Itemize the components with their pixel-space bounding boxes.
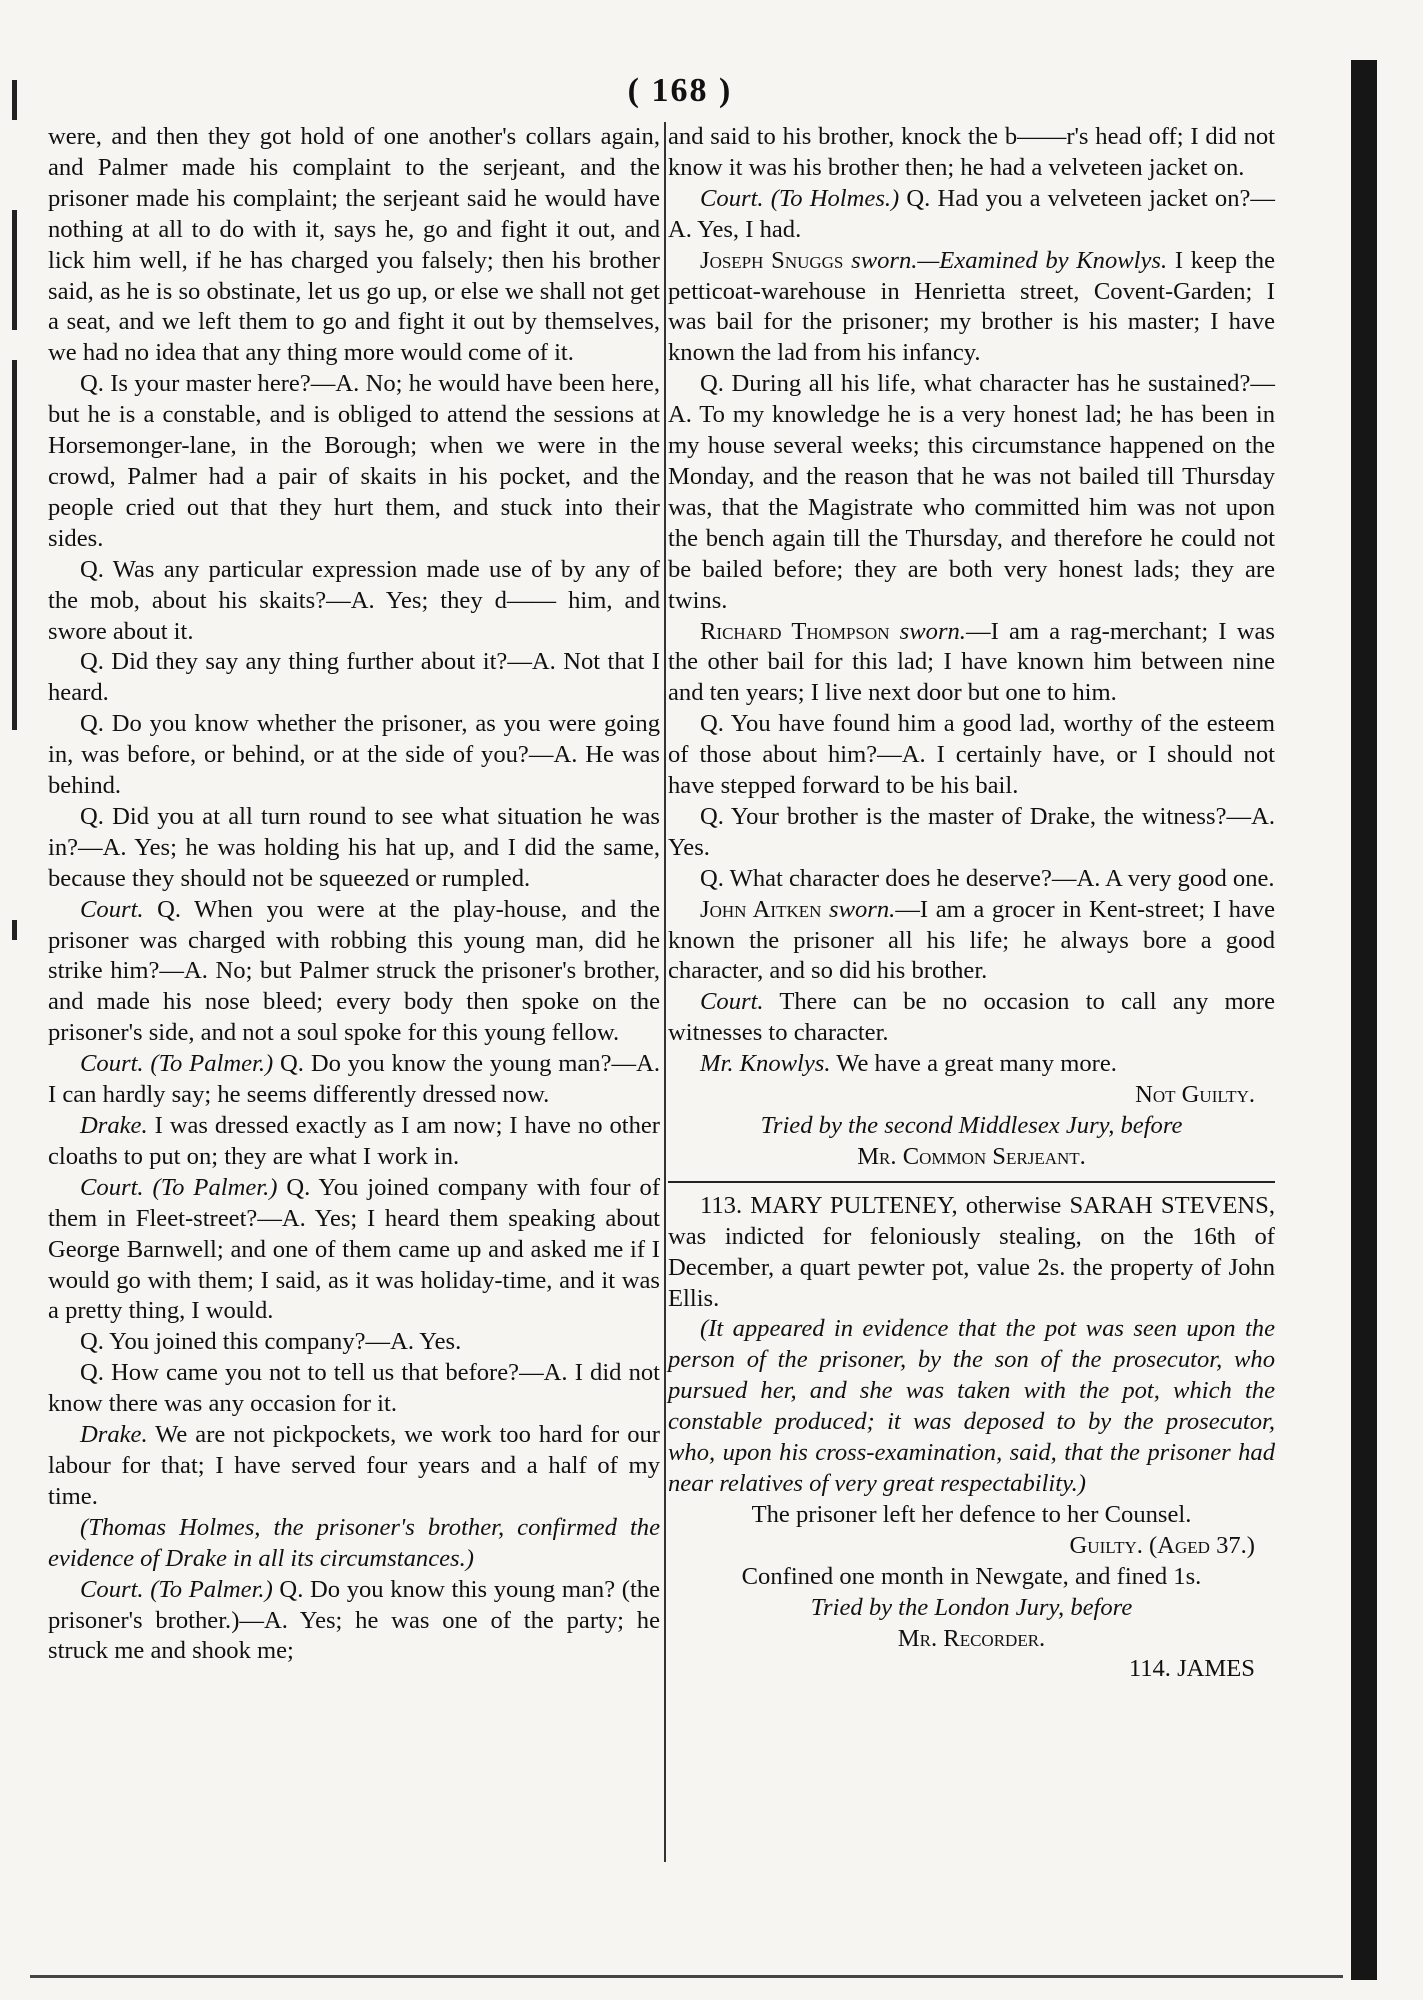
- paragraph: Q. Do you know whether the prisoner, as you were going in, was before, or behind, or at the side of you?—A. He was behind.: [48, 710, 660, 800]
- paragraph: [48, 895, 660, 1050]
- paragraph: [668, 246, 1275, 370]
- paragraph: [668, 617, 1275, 710]
- witness-name: Joseph Snuggs: [700, 246, 844, 274]
- witness-name: Richard Thompson: [700, 617, 890, 645]
- speaker-label: Court. (To Palmer.): [80, 1050, 274, 1078]
- paragraph: Q. Did you at all turn round to see what situation he was in?—A. Yes; he was holding his hat up, and I did the same, because they should not be squeezed or rumpled.: [48, 802, 660, 892]
- paragraph: Q. During all his life, what character has he sustained?—A. To my knowledge he is a very honest lad; he has been in my house several weeks; this circumstance happened on the Monday, and the reason that he was not bailed till Thursday was, that the Magistrate who committed him was not upon the bench again till the Thursday, and therefore he could not be bailed before; they are both very honest lads; they are twins.: [668, 370, 1275, 614]
- witness-sworn: sworn.—Examined by Knowlys.: [843, 246, 1168, 274]
- tried-by: Tried by the London Jury, before: [810, 1593, 1133, 1621]
- paragraph: [48, 1575, 660, 1668]
- paragraph: [48, 1049, 660, 1111]
- paragraph: Q. What character does he deserve?—A. A very good one.: [700, 864, 1275, 892]
- judge: Mr. Recorder.: [897, 1624, 1046, 1652]
- left-column: [48, 122, 660, 1667]
- paragraph-text: Q. You joined company with four of them in Fleet-street?—A. Yes; I heard them speaking about George Barnwell; and one of them came up and asked me if I would go with them; I said, as it was holiday-time, and it was a pretty thing, I would.: [48, 1173, 661, 1325]
- paragraph: Q. You have found him a good lad, worthy of the esteem of those about him?—A. I certainly have, or I should not have stepped forward to be his bail.: [668, 710, 1275, 800]
- paragraph: Q. How came you not to tell us that before?—A. I did not know there was any occasion for it.: [48, 1359, 660, 1418]
- paragraph: Q. Is your master here?—A. No; he would have been here, but he is a constable, and is obliged to attend the sessions at Horsemonger-lane, in the Borough; when we were in the crowd, Palmer had a pair of skaits in his pocket, and the people cried out that they hurt them, and stuck into their sides.: [48, 370, 660, 552]
- paragraph: (It appeared in evidence that the pot was seen upon the person of the prisoner, by the son of the prosecutor, who pursued her, and she was taken with the pot, which the constable produced; it was deposed to by the prosecutor, who, upon his cross-examination, said, that the prisoner had near relatives of very great respectability.): [668, 1315, 1275, 1497]
- paragraph-text: I keep the petticoat-warehouse in Henrietta street, Covent-Garden; I was bail for the prisoner; my brother is his master; I have known the lad from his infancy.: [668, 246, 1275, 367]
- paragraph: [668, 1049, 1275, 1080]
- sentence: Confined one month in Newgate, and fined 1s.: [741, 1562, 1202, 1590]
- paragraph-text: —I am a rag-merchant; I was the other bail for this lad; I have known him between nine and ten years; I live next door but one to him.: [668, 617, 1276, 707]
- case-heading: 113. MARY PULTENEY, otherwise SARAH STEVENS, was indicted for feloniously stealing, on the 16th of December, a quart pewter pot, value 2s. the property of John Ellis.: [668, 1191, 1275, 1312]
- paragraph: (Thomas Holmes, the prisoner's brother, confirmed the evidence of Drake in all its circumstances.): [48, 1513, 660, 1572]
- verdict: Guilty. (Aged 37.): [1069, 1531, 1255, 1559]
- speaker-label: Mr. Knowlys.: [700, 1050, 831, 1078]
- paragraph-text: There can be no occasion to call any more witnesses to character.: [668, 988, 1275, 1047]
- speaker-label: Court.: [700, 988, 764, 1016]
- scan-edge-shadow: [1351, 60, 1377, 1980]
- catchword: 114. JAMES: [1128, 1655, 1255, 1683]
- paragraph-text: I was dressed exactly as I am now; I have no other cloaths to put on; they are what I work in.: [48, 1112, 660, 1170]
- paragraph: The prisoner left her defence to her Counsel.: [751, 1500, 1192, 1528]
- paragraph-text: Q. Do you know the young man?—A. I can hardly say; he seems differently dressed now.: [48, 1050, 660, 1109]
- section-divider: [668, 1181, 1275, 1183]
- paragraph: [668, 895, 1275, 988]
- paragraph: [668, 184, 1275, 246]
- witness-sworn: sworn.: [889, 617, 966, 645]
- speaker-label: Court.: [80, 895, 144, 923]
- speaker-label: Drake.: [80, 1421, 148, 1449]
- judge: Mr. Common Serjeant.: [857, 1142, 1086, 1170]
- paragraph-text: Q. Do you know this young man? (the prisoner's brother.)—A. Yes; he was one of the party; he struck me and shook me;: [48, 1575, 661, 1665]
- speaker-label: Court. (To Palmer.): [80, 1173, 278, 1201]
- paragraph: [48, 1111, 660, 1173]
- paragraph-text: Q. Had you a velveteen jacket on?—A. Yes, I had.: [668, 184, 1275, 243]
- paragraph: and said to his brother, knock the b——r's head off; I did not know it was his brother then; he had a velveteen jacket on.: [668, 123, 1275, 181]
- paragraph: [48, 1173, 660, 1328]
- paragraph-text: —I am a grocer in Kent-street; I have known the prisoner all his life; he always bore a good character, and so did his brother.: [668, 895, 1275, 985]
- speaker-label: Drake.: [80, 1112, 148, 1139]
- paragraph: [48, 1420, 660, 1513]
- witness-sworn: sworn.: [821, 895, 896, 923]
- paragraph: were, and then they got hold of one another's collars again, and Palmer made his complaint to the serjeant, and the prisoner made his complaint; the serjeant said he would have nothing at all to do with it, says he, go and fight it out, and lick him well, if he has charged you falsely; then his brother said, as he is so obstinate, let us go up, or else we shall not get a seat, and we left them to go and fight it out by themselves, we had no idea that any thing more would come of it.: [48, 123, 661, 367]
- paragraph: Q. Your brother is the master of Drake, the witness?—A. Yes.: [668, 802, 1275, 861]
- page-number: ( 168 ): [627, 72, 733, 109]
- right-column: [668, 122, 1275, 1685]
- speaker-label: Court. (To Holmes.): [700, 184, 900, 212]
- paragraph-text: We have a great many more.: [830, 1050, 1117, 1078]
- paragraph-text: We are not pickpockets, we work too hard for our labour for that; I have served four years and a half of my time.: [48, 1421, 660, 1510]
- tried-by: Tried by the second Middlesex Jury, before: [760, 1112, 1183, 1139]
- paragraph-text: Q. When you were at the play-house, and the prisoner was charged with robbing this young man, did he strike him?—A. No; but Palmer struck the prisoner's brother, and made his nose bleed; every body then spoke on the prisoner's side, and not a soul spoke for this young fellow.: [48, 895, 660, 1047]
- paragraph: Q. You joined this company?—A. Yes.: [80, 1328, 462, 1356]
- witness-name: John Aitken: [700, 895, 822, 923]
- paragraph: Q. Did they say any thing further about it?—A. Not that I heard.: [48, 648, 660, 707]
- speaker-label: Court. (To Palmer.): [80, 1575, 273, 1603]
- paragraph: [668, 987, 1275, 1049]
- left-edge-marks: [8, 60, 24, 1960]
- verdict: Not Guilty.: [1135, 1081, 1255, 1109]
- paragraph: Q. Was any particular expression made use of by any of the mob, about his skaits?—A. Yes; they d—— him, and swore about it.: [48, 555, 660, 645]
- bottom-scan-rule: [30, 1975, 1343, 1978]
- column-divider: [664, 122, 666, 1862]
